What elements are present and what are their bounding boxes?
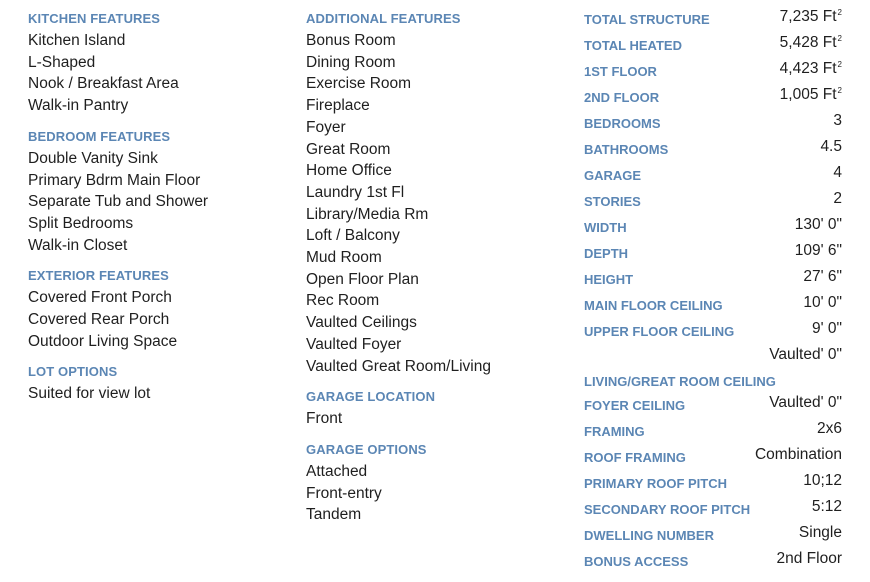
spec-row-framing xyxy=(584,420,842,446)
spec-value xyxy=(820,138,842,156)
feature-item: Vaulted Foyer xyxy=(306,335,402,353)
section-heading: KITCHEN FEATURES xyxy=(28,11,161,26)
spec-row-roof-framing xyxy=(584,446,842,472)
spec-value-text: 7,235 Ft xyxy=(779,8,837,25)
spec-label: UPPER FLOOR CEILING xyxy=(584,324,735,339)
feature-item: Separate Tub and Shower xyxy=(28,193,209,211)
feature-item: Attached xyxy=(306,462,368,480)
spec-value-text: 130' 0" xyxy=(794,216,842,233)
spec-label: GARAGE xyxy=(584,168,642,183)
feature-item: Covered Rear Porch xyxy=(28,311,170,329)
spec-label: SECONDARY ROOF PITCH xyxy=(584,502,751,517)
lot-options-section xyxy=(28,361,278,405)
spec-value-text: 4 xyxy=(833,164,842,181)
feature-item: Suited for view lot xyxy=(28,385,151,403)
feature-item: Dining Room xyxy=(306,53,396,71)
spec-label: FOYER CEILING xyxy=(584,398,686,413)
spec-row-living-great-room-ceiling xyxy=(584,346,842,394)
feature-item: Exercise Room xyxy=(306,75,412,93)
section-heading: EXTERIOR FEATURES xyxy=(28,268,169,284)
feature-item: Fireplace xyxy=(306,97,370,115)
spec-label: FRAMING xyxy=(584,424,645,439)
kitchen-features-section xyxy=(28,8,278,117)
feature-item: Great Room xyxy=(306,140,391,158)
feature-item: Walk-in Pantry xyxy=(28,97,129,115)
spec-label: 2ND FLOOR xyxy=(584,90,660,105)
exterior-features-section xyxy=(28,265,278,352)
feature-item: Loft / Balcony xyxy=(306,227,400,245)
spec-value xyxy=(795,242,842,260)
spec-value-text: 109' 6" xyxy=(794,242,842,259)
spec-row-bedrooms xyxy=(584,112,842,138)
spec-label: ROOF FRAMING xyxy=(584,450,686,465)
feature-item: Walk-in Closet xyxy=(28,236,128,254)
spec-row-total-structure xyxy=(584,8,842,34)
spec-value xyxy=(769,346,842,364)
feature-item: Library/Media Rm xyxy=(306,205,429,223)
feature-item: Primary Bdrm Main Floor xyxy=(28,171,201,189)
spec-row-bathrooms xyxy=(584,138,842,164)
spec-row-secondary-roof-pitch xyxy=(584,498,842,524)
spec-value-text: 4,423 Ft xyxy=(779,60,837,77)
unit-superscript: 2 xyxy=(837,8,842,17)
spec-row-upper-floor-ceiling xyxy=(584,320,842,346)
spec-value-text: 3 xyxy=(833,112,842,129)
spec-value xyxy=(803,294,842,312)
spec-label: HEIGHT xyxy=(584,272,634,287)
feature-item: Vaulted Great Room/Living xyxy=(306,357,491,375)
spec-value-text: Single xyxy=(798,524,842,541)
spec-value xyxy=(833,164,842,182)
spec-row-dwelling-number xyxy=(584,524,842,550)
feature-item: Split Bedrooms xyxy=(28,214,134,232)
unit-superscript: 2 xyxy=(837,34,842,43)
spec-value-text: 27' 6" xyxy=(803,268,842,285)
spec-value-text: 2x6 xyxy=(817,420,842,437)
section-heading: GARAGE OPTIONS xyxy=(306,441,427,457)
spec-value-text: 5:12 xyxy=(811,498,842,515)
specs-column xyxy=(584,8,842,576)
feature-item: Double Vanity Sink xyxy=(28,149,158,167)
feature-item: Nook / Breakfast Area xyxy=(28,75,179,93)
spec-label: DEPTH xyxy=(584,246,629,261)
spec-row-total-heated xyxy=(584,34,842,60)
feature-item: Covered Front Porch xyxy=(28,289,172,307)
feature-item: Bonus Room xyxy=(306,32,396,49)
spec-value-text: Combination xyxy=(754,446,842,463)
features-column-2 xyxy=(306,8,566,535)
section-heading: BEDROOM FEATURES xyxy=(28,128,171,144)
spec-row-foyer-ceiling xyxy=(584,394,842,420)
feature-item: Kitchen Island xyxy=(28,32,126,49)
spec-value xyxy=(780,60,842,78)
spec-value xyxy=(799,524,842,542)
feature-item: Open Floor Plan xyxy=(306,270,419,288)
additional-features-section xyxy=(306,8,566,377)
feature-item: Home Office xyxy=(306,162,392,180)
spec-label: STORIES xyxy=(584,194,641,209)
feature-item: Vaulted Ceilings xyxy=(306,314,417,332)
feature-item: Rec Room xyxy=(306,292,380,310)
garage-options-section xyxy=(306,439,566,526)
spec-value-text: 1,005 Ft xyxy=(779,86,837,103)
spec-row-height xyxy=(584,268,842,294)
bedroom-features-section xyxy=(28,126,278,257)
spec-value-text: Vaulted' 0" xyxy=(769,394,842,411)
section-heading: LOT OPTIONS xyxy=(28,364,118,380)
spec-value xyxy=(769,394,842,412)
spec-value xyxy=(777,550,842,568)
spec-row-bonus-access xyxy=(584,550,842,576)
spec-value-text: 9' 0" xyxy=(811,320,842,337)
spec-value xyxy=(803,472,842,490)
spec-row-primary-roof-pitch xyxy=(584,472,842,498)
spec-label: MAIN FLOOR CEILING xyxy=(584,298,723,313)
spec-value xyxy=(812,498,842,516)
spec-value xyxy=(833,190,842,208)
spec-value xyxy=(817,420,842,438)
section-heading: GARAGE LOCATION xyxy=(306,389,436,405)
spec-value-text: 10' 0" xyxy=(803,294,842,311)
feature-item: Front-entry xyxy=(306,484,382,502)
spec-row-width xyxy=(584,216,842,242)
spec-row-stories xyxy=(584,190,842,216)
spec-row-garage xyxy=(584,164,842,190)
spec-value xyxy=(795,216,842,234)
spec-row-depth xyxy=(584,242,842,268)
feature-item: Mud Room xyxy=(306,249,382,267)
spec-label: LIVING/GREAT ROOM CEILING xyxy=(584,374,776,389)
spec-label: PRIMARY ROOF PITCH xyxy=(584,476,728,491)
spec-row-main-floor-ceiling xyxy=(584,294,842,320)
feature-item: Foyer xyxy=(306,118,346,136)
spec-value xyxy=(803,268,842,286)
spec-label: DWELLING NUMBER xyxy=(584,528,714,543)
spec-row-2nd-floor xyxy=(584,86,842,112)
spec-value xyxy=(833,112,842,130)
spec-value-text: 4.5 xyxy=(820,138,842,155)
spec-label: BONUS ACCESS xyxy=(584,554,689,569)
feature-item: Tandem xyxy=(306,506,362,524)
spec-label: 1ST FLOOR xyxy=(584,64,657,79)
spec-label: BATHROOMS xyxy=(584,142,669,157)
spec-value xyxy=(780,34,842,52)
features-column-1 xyxy=(28,8,278,414)
spec-label: WIDTH xyxy=(584,220,627,235)
spec-row-1st-floor xyxy=(584,60,842,86)
feature-item: Front xyxy=(306,410,343,428)
garage-location-section xyxy=(306,386,566,430)
spec-value xyxy=(780,86,842,104)
spec-value xyxy=(780,8,842,26)
spec-label: BEDROOMS xyxy=(584,116,661,131)
spec-value-text: Vaulted' 0" xyxy=(769,346,842,363)
spec-label: TOTAL HEATED xyxy=(584,38,682,53)
feature-item: L-Shaped xyxy=(28,53,96,71)
spec-value xyxy=(755,446,842,464)
unit-superscript: 2 xyxy=(837,60,842,69)
feature-item: Outdoor Living Space xyxy=(28,332,178,350)
spec-value-text: 5,428 Ft xyxy=(779,34,837,51)
spec-value xyxy=(812,320,842,338)
spec-value-text: 2nd Floor xyxy=(776,550,842,567)
feature-item: Laundry 1st Fl xyxy=(306,183,405,201)
unit-superscript: 2 xyxy=(837,86,842,95)
spec-label: TOTAL STRUCTURE xyxy=(584,12,710,27)
spec-value-text: 10;12 xyxy=(803,472,842,489)
section-heading: ADDITIONAL FEATURES xyxy=(306,11,461,26)
spec-value-text: 2 xyxy=(833,190,842,207)
